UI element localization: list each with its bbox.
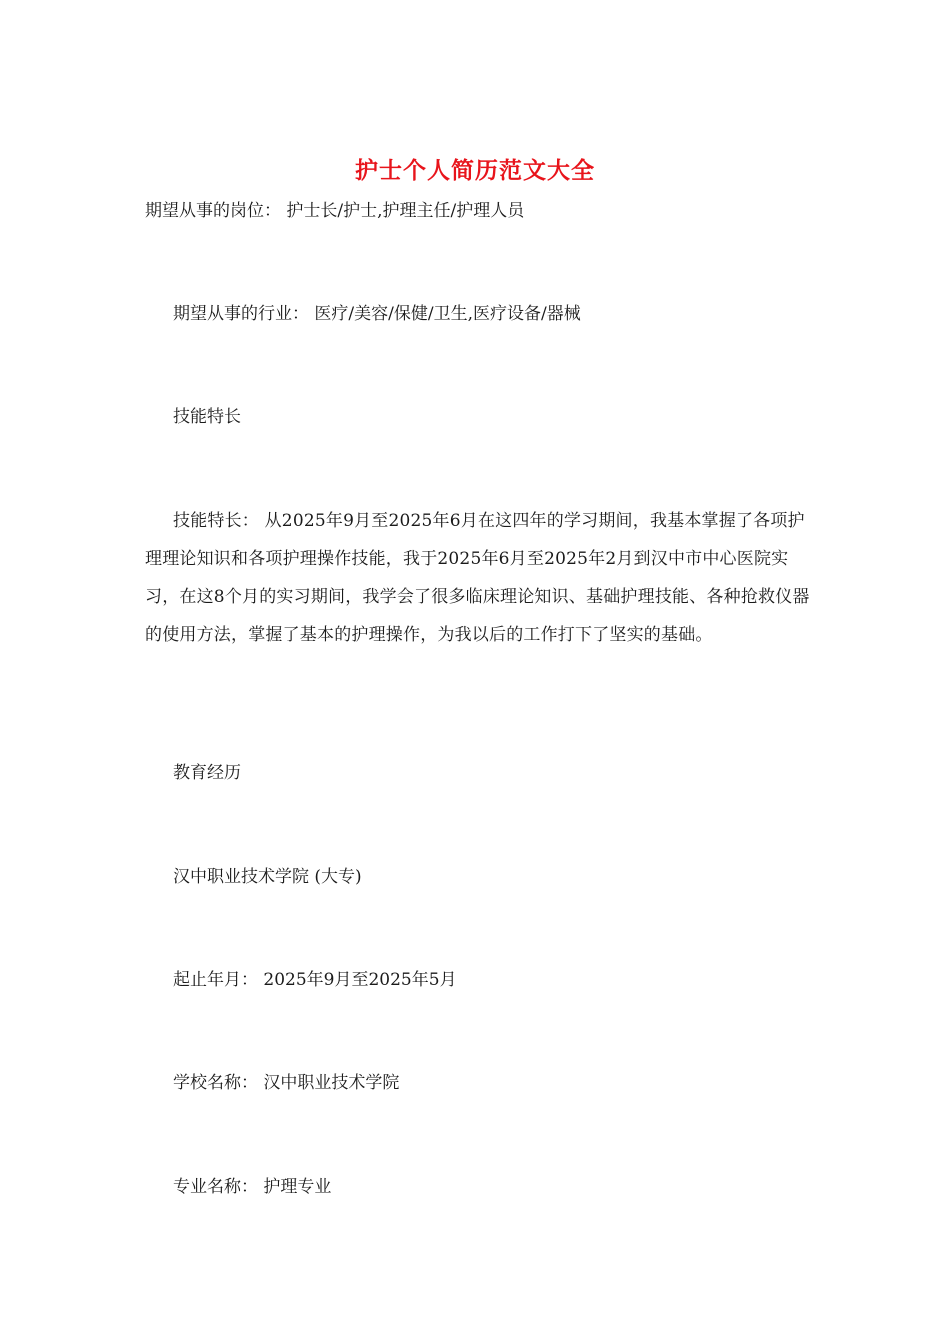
period-line: 起止年月： 2025年9月至2025年5月 bbox=[173, 970, 457, 990]
desired-industry-line: 期望从事的行业： 医疗/美容/保健/卫生,医疗设备/器械 bbox=[173, 304, 581, 324]
school-name-line: 学校名称： 汉中职业技术学院 bbox=[173, 1073, 400, 1093]
skills-paragraph: 技能特长： 从2025年9月至2025年6月在这四年的学习期间，我基本掌握了各项护理理论知识和各项护理操作技能，我于2025年6月至2025年2月到汉中市中心医院实习，在这8个月的实习期间，我学会了很多临床理论知识、基础护理技能、各种抢救仪器的使用方法，掌握了基本的护理操作，为我以后的工作打下了坚实的基础。 bbox=[145, 511, 810, 645]
document-title: 护士个人简历范文大全 bbox=[355, 157, 595, 184]
desired-position-line: 期望从事的岗位： 护士长/护士,护理主任/护理人员 bbox=[145, 201, 525, 221]
major-line: 专业名称： 护理专业 bbox=[173, 1177, 332, 1197]
school-degree-line: 汉中职业技术学院 (大专) bbox=[173, 867, 362, 887]
education-heading: 教育经历 bbox=[173, 763, 241, 783]
skills-heading: 技能特长 bbox=[173, 407, 241, 427]
